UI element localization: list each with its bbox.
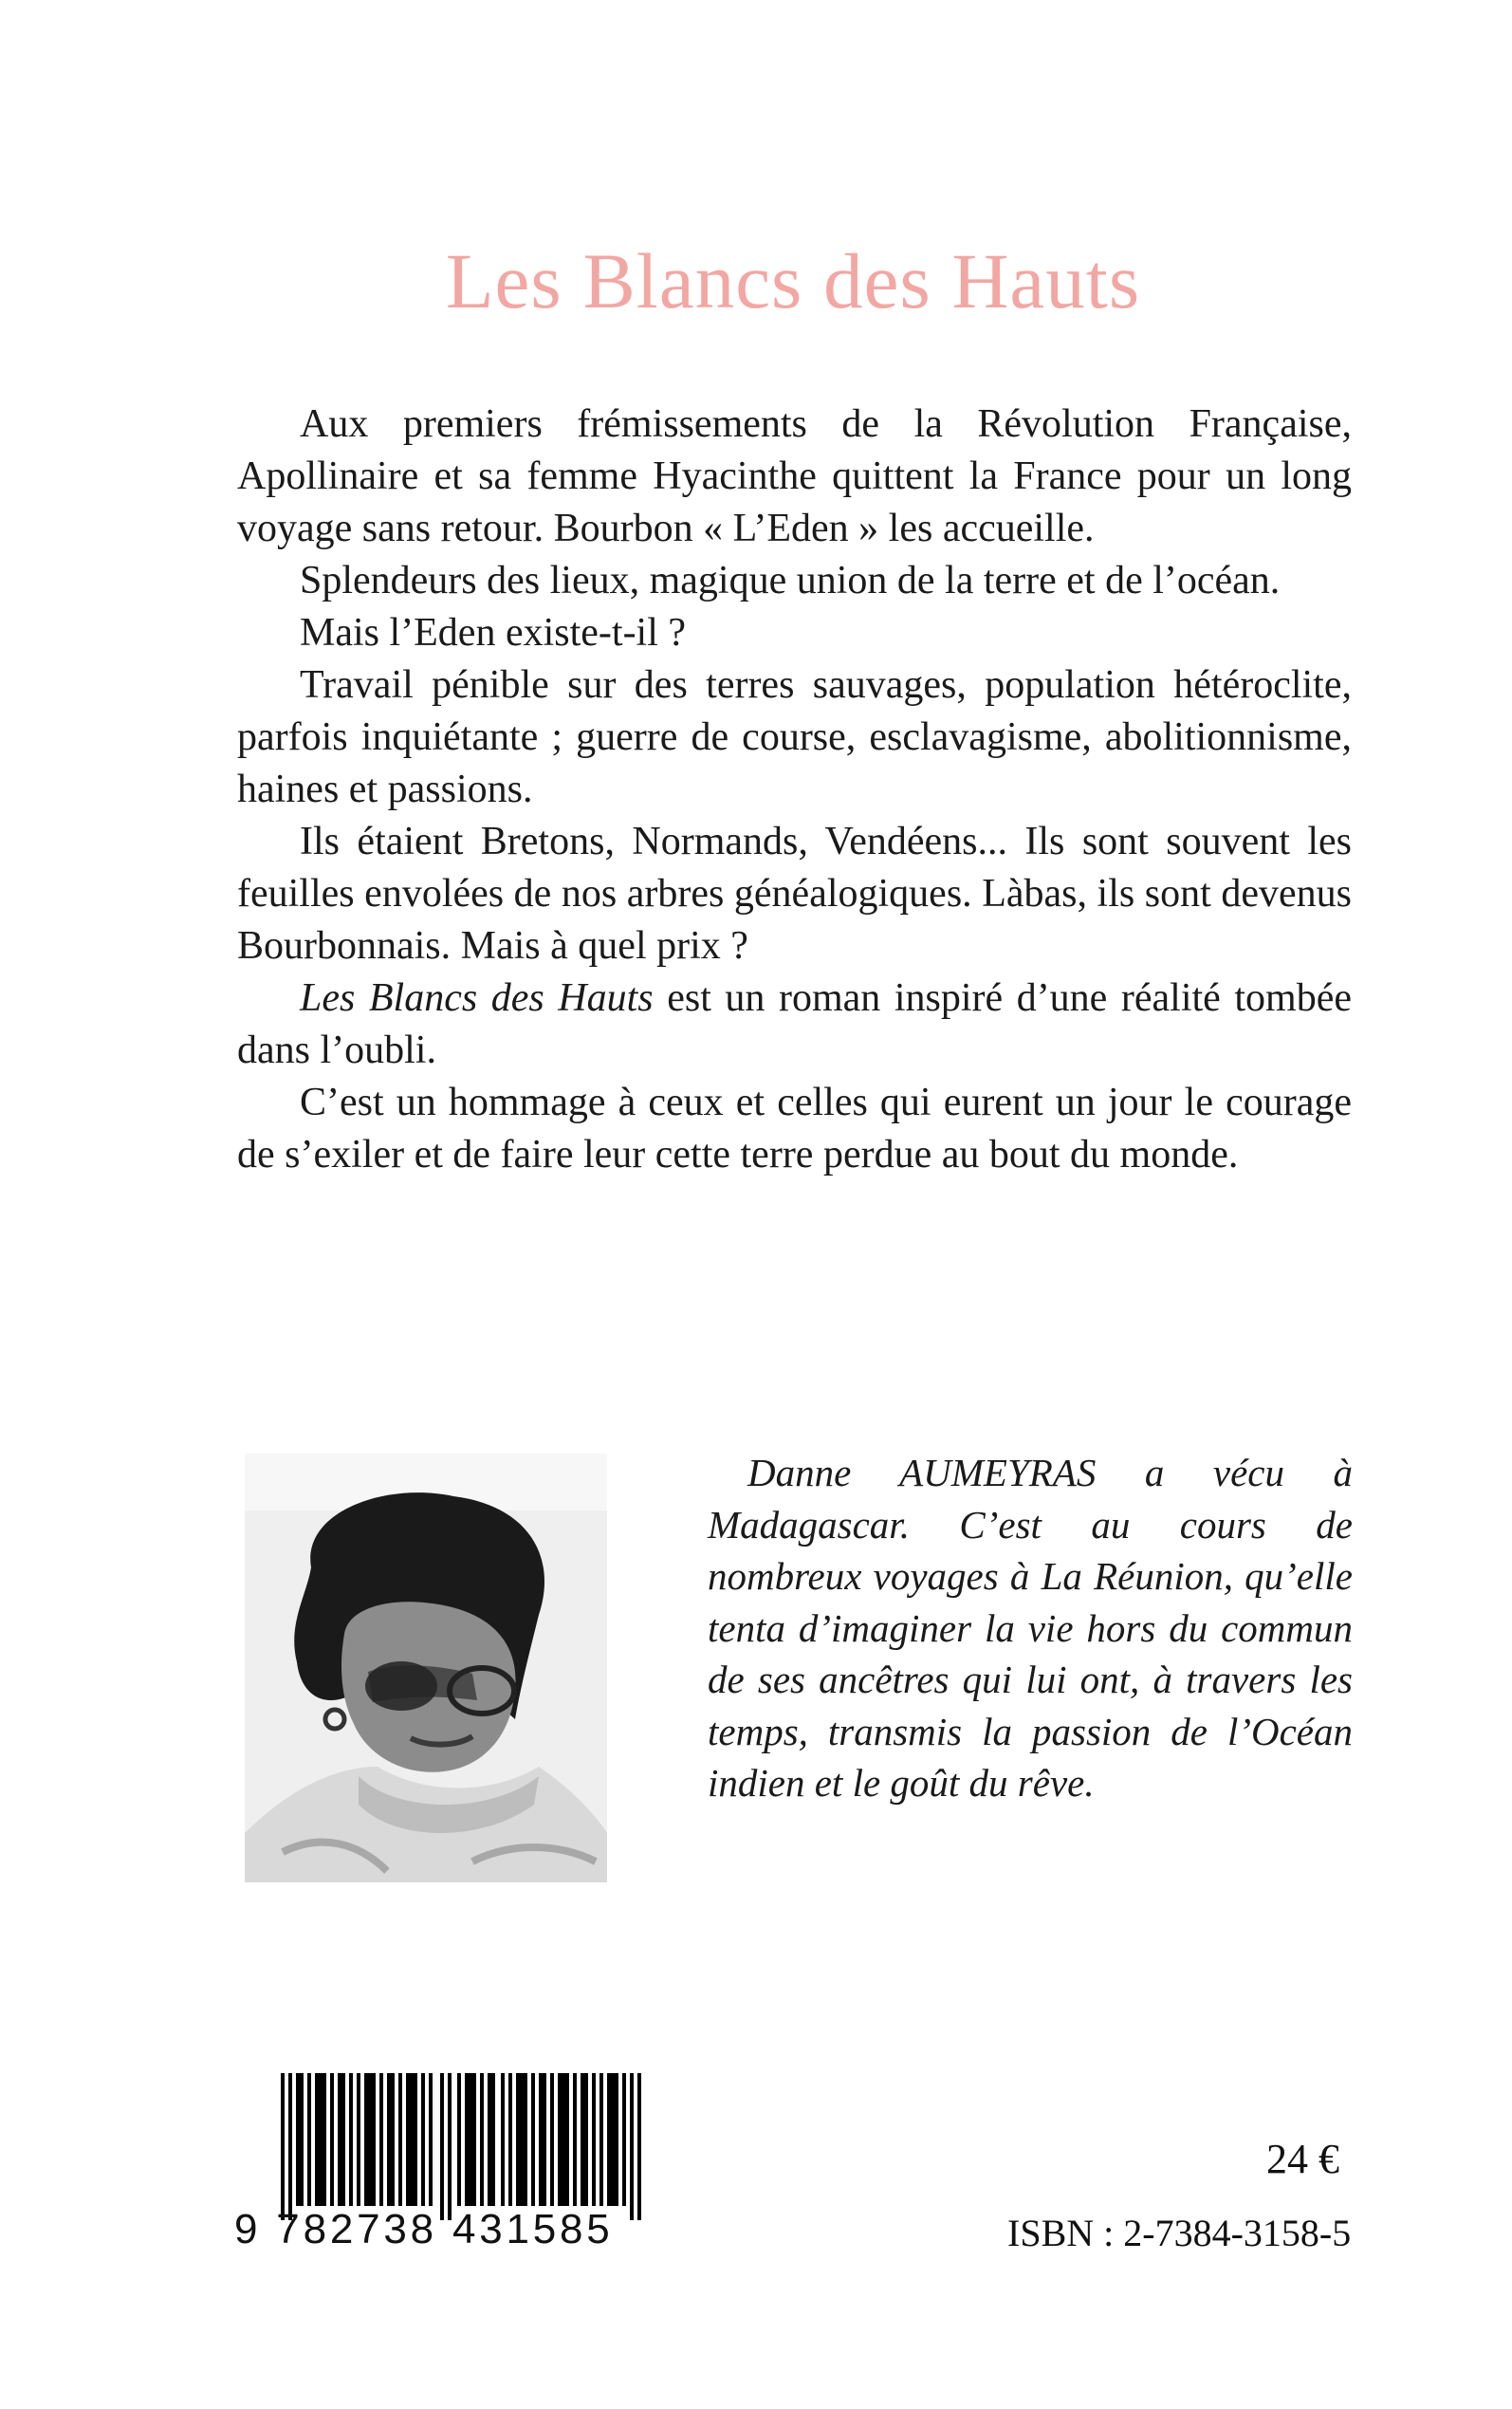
blurb-paragraph: Splendeurs des lieux, magique union de la terre et de l’océan. [300,559,1281,602]
isbn-label: ISBN : 2-7384-3158-5 [1007,2212,1352,2254]
back-cover-blurb [237,398,1352,1181]
blurb-paragraph: Mais l’Eden existe-t-il ? [300,611,687,655]
isbn-barcode [237,2073,673,2220]
blurb-paragraph: Travail pénible sur des terres sauvages, population hétéroclite, parfois inquiétante ; guerre de course, esclavagisme, abolitionnisme, haines et passions. [237,663,1352,811]
barcode-number: 9 782738 431585 [234,2206,614,2252]
author-photo [245,1454,607,1882]
author-bio-text: Danne AUMEYRAS a vécu à Madagascar. C’est au cours de nombreux voyages à La Réunion, qu’elle tenta d’imaginer la vie hors du commun de ses ancêtres qui lui ont, à travers les temps, transmis la passion de l’Océan indien et le goût du rêve. [708,1451,1353,1805]
blurb-paragraph-text: est un roman inspiré d’une réalité tombée dans l’oubli. [237,976,1352,1072]
book-title-inline: Les Blancs des Hauts [300,976,654,1020]
blurb-paragraph: Ils étaient Bretons, Normands, Vendéens... Ils sont souvent les feuilles envolées de nos arbres généalogiques. Làbas, ils sont devenus Bourbonnais. Mais à quel prix ? [237,820,1352,968]
blurb-paragraph: C’est un hommage à ceux et celles qui eurent un jour le courage de s’exiler et de faire leur cette terre perdue au bout du monde. [237,1081,1352,1177]
book-title: Les Blancs des Hauts [445,237,1141,324]
author-bio [708,1447,1353,1809]
blurb-paragraph: Aux premiers frémissements de la Révolution Française, Apollinaire et sa femme Hyacinthe quittent la France pour un long voyage sans retour. Bourbon « L’Eden » les accueille. [237,402,1352,550]
blurb-paragraph [237,973,1352,1077]
price-label: 24 € [1266,2136,1339,2182]
